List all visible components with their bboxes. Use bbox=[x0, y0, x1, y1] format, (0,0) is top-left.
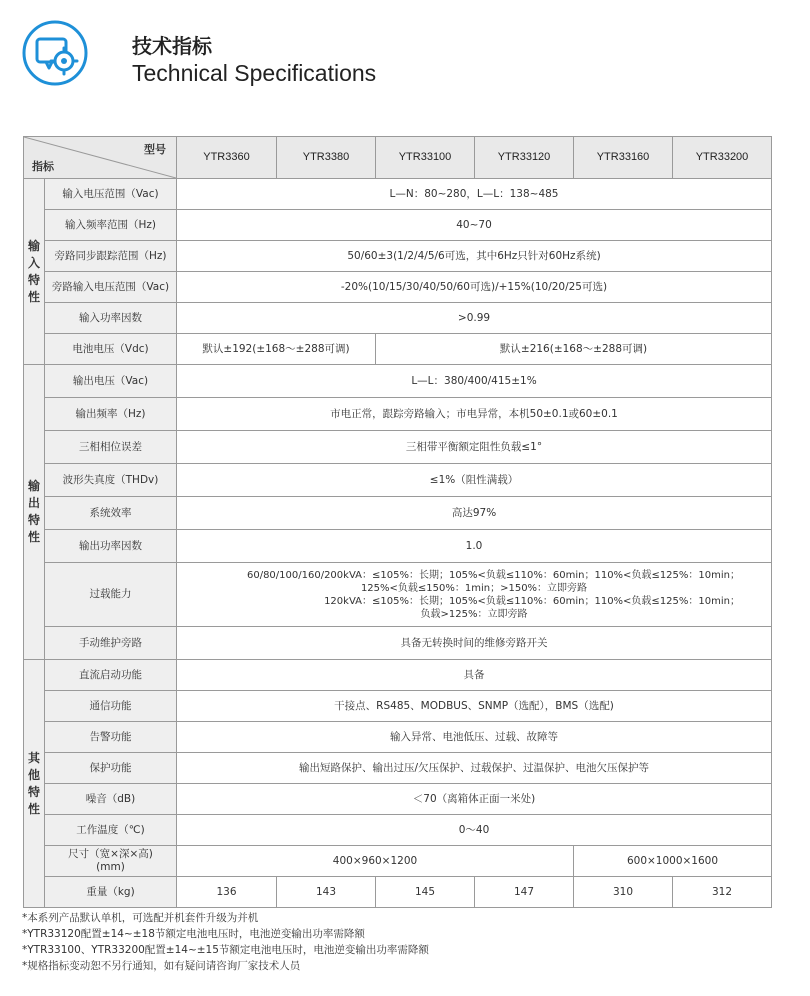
row-value: 干接点、RS485、MODBUS、SNMP（选配），BMS（选配) bbox=[177, 691, 772, 722]
row-value: 具备 bbox=[177, 660, 772, 691]
row-label: 输出功率因数 bbox=[45, 530, 177, 563]
model-header: YTR33100 bbox=[376, 137, 475, 179]
row-value: 高达97% bbox=[177, 497, 772, 530]
model-header: YTR3360 bbox=[177, 137, 277, 179]
table-row bbox=[24, 210, 772, 241]
model-header: YTR33120 bbox=[475, 137, 574, 179]
row-value: ＜70（离箱体正面一米处) bbox=[177, 784, 772, 815]
row-label: 三相相位误差 bbox=[45, 431, 177, 464]
row-label-size bbox=[45, 846, 177, 877]
row-value: -20%(10/15/30/40/50/60可选)/+15%(10/20/25可选) bbox=[177, 272, 772, 303]
row-label: 通信功能 bbox=[45, 691, 177, 722]
table-row bbox=[24, 660, 772, 691]
corner-cell bbox=[24, 137, 177, 179]
row-label: 输入电压范围（Vac) bbox=[45, 179, 177, 210]
row-value: L—N：80~280，L—L：138~485 bbox=[177, 179, 772, 210]
row-label: 电池电压（Vdc) bbox=[45, 334, 177, 365]
footnote: *本系列产品默认单机，可选配并机套件升级为并机 bbox=[22, 912, 259, 924]
row-value: 具备无转换时间的维修旁路开关 bbox=[177, 627, 772, 660]
weight-value: 147 bbox=[475, 877, 574, 908]
model-header: YTR33160 bbox=[574, 137, 673, 179]
size-label-unit: (mm) bbox=[96, 861, 125, 873]
row-label: 噪音（dB) bbox=[45, 784, 177, 815]
table-row bbox=[24, 497, 772, 530]
row-value: L—L：380/400/415±1% bbox=[177, 365, 772, 398]
size-label-line: 尺寸（宽×深×高) bbox=[68, 848, 153, 860]
row-value: 默认±216(±168～±288可调) bbox=[376, 334, 772, 365]
row-label: 旁路输入电压范围（Vac) bbox=[45, 272, 177, 303]
model-header: YTR3380 bbox=[277, 137, 376, 179]
overload-line: 负载>125%：立即旁路 bbox=[420, 608, 528, 620]
table-row bbox=[24, 627, 772, 660]
row-label: 直流启动功能 bbox=[45, 660, 177, 691]
row-value: 600×1000×1600 bbox=[574, 846, 772, 877]
row-label: 系统效率 bbox=[45, 497, 177, 530]
row-label: 输出电压（Vac) bbox=[45, 365, 177, 398]
table-row bbox=[24, 877, 772, 908]
overload-line: 120kVA：≤105%：长期；105%<负载≤110%：60min；110%<负载≤125%：10min； bbox=[324, 595, 740, 607]
table-row bbox=[24, 241, 772, 272]
table-header-row bbox=[24, 137, 772, 179]
row-value: 三相带平衡额定阻性负载≤1° bbox=[177, 431, 772, 464]
table-row bbox=[24, 179, 772, 210]
table-row bbox=[24, 691, 772, 722]
row-value: 40~70 bbox=[177, 210, 772, 241]
table-row bbox=[24, 272, 772, 303]
page-title-english: Technical Specifications bbox=[132, 60, 377, 86]
model-header: YTR33200 bbox=[673, 137, 772, 179]
row-value: ≤1%（阻性满载） bbox=[177, 464, 772, 497]
group-label-input: 输入特性 bbox=[24, 179, 45, 365]
row-label: 保护功能 bbox=[45, 753, 177, 784]
page-title-chinese: 技术指标 bbox=[132, 34, 212, 58]
table-row bbox=[24, 815, 772, 846]
table-row bbox=[24, 365, 772, 398]
row-value: >0.99 bbox=[177, 303, 772, 334]
weight-value: 312 bbox=[673, 877, 772, 908]
table-row bbox=[24, 722, 772, 753]
table-row bbox=[24, 303, 772, 334]
row-value: 50/60±3(1/2/4/5/6可选，其中6Hz只针对60Hz系统) bbox=[177, 241, 772, 272]
corner-spec-label: 指标 bbox=[32, 160, 54, 173]
table-row bbox=[24, 530, 772, 563]
row-label: 告警功能 bbox=[45, 722, 177, 753]
table-row bbox=[24, 334, 772, 365]
row-value: 输入异常、电池低压、过载、故障等 bbox=[177, 722, 772, 753]
weight-value: 136 bbox=[177, 877, 277, 908]
group-label-output: 输出特性 bbox=[24, 365, 45, 660]
corner-model-label: 型号 bbox=[144, 143, 166, 156]
table-row bbox=[24, 398, 772, 431]
settings-document-icon bbox=[22, 20, 88, 86]
footnote: *YTR33120配置±14~±18节额定电池电压时，电池逆变输出功率需降额 bbox=[22, 928, 365, 940]
table-row bbox=[24, 464, 772, 497]
footnotes bbox=[22, 910, 429, 974]
row-label: 输入频率范围（Hz) bbox=[45, 210, 177, 241]
row-value: 市电正常，跟踪旁路输入；市电异常，本机50±0.1或60±0.1 bbox=[177, 398, 772, 431]
table-row bbox=[24, 784, 772, 815]
row-label: 输入功率因数 bbox=[45, 303, 177, 334]
row-label: 重量（kg) bbox=[45, 877, 177, 908]
footnote: *YTR33100、YTR33200配置±14~±15节额定电池电压时，电池逆变输出功率需降额 bbox=[22, 944, 429, 956]
table-row bbox=[24, 563, 772, 627]
row-value: 1.0 bbox=[177, 530, 772, 563]
table-row bbox=[24, 846, 772, 877]
row-value: 400×960×1200 bbox=[177, 846, 574, 877]
page-header bbox=[22, 18, 782, 98]
overload-line: 125%<负载≤150%：1min；>150%：立即旁路 bbox=[360, 582, 588, 594]
table-row bbox=[24, 753, 772, 784]
group-label-other: 其他特性 bbox=[24, 660, 45, 908]
row-label: 手动维护旁路 bbox=[45, 627, 177, 660]
weight-value: 143 bbox=[277, 877, 376, 908]
row-label: 波形失真度（THDv) bbox=[45, 464, 177, 497]
row-value: 默认±192(±168～±288可调) bbox=[177, 334, 376, 365]
weight-value: 145 bbox=[376, 877, 475, 908]
overload-value-cell bbox=[177, 563, 772, 627]
row-value: 输出短路保护、输出过压/欠压保护、过载保护、过温保护、电池欠压保护等 bbox=[177, 753, 772, 784]
row-label: 旁路同步跟踪范围（Hz) bbox=[45, 241, 177, 272]
row-label: 输出频率（Hz) bbox=[45, 398, 177, 431]
row-value: 0～40 bbox=[177, 815, 772, 846]
row-label: 过载能力 bbox=[45, 563, 177, 627]
weight-value: 310 bbox=[574, 877, 673, 908]
footnote: *规格指标变动恕不另行通知，如有疑问请咨询厂家技术人员 bbox=[22, 960, 301, 972]
row-label: 工作温度（℃) bbox=[45, 815, 177, 846]
table-row bbox=[24, 431, 772, 464]
spec-table bbox=[23, 136, 772, 908]
overload-line: 60/80/100/160/200kVA：≤105%：长期；105%<负载≤110%：60min；110%<负载≤125%：10min； bbox=[246, 569, 740, 581]
